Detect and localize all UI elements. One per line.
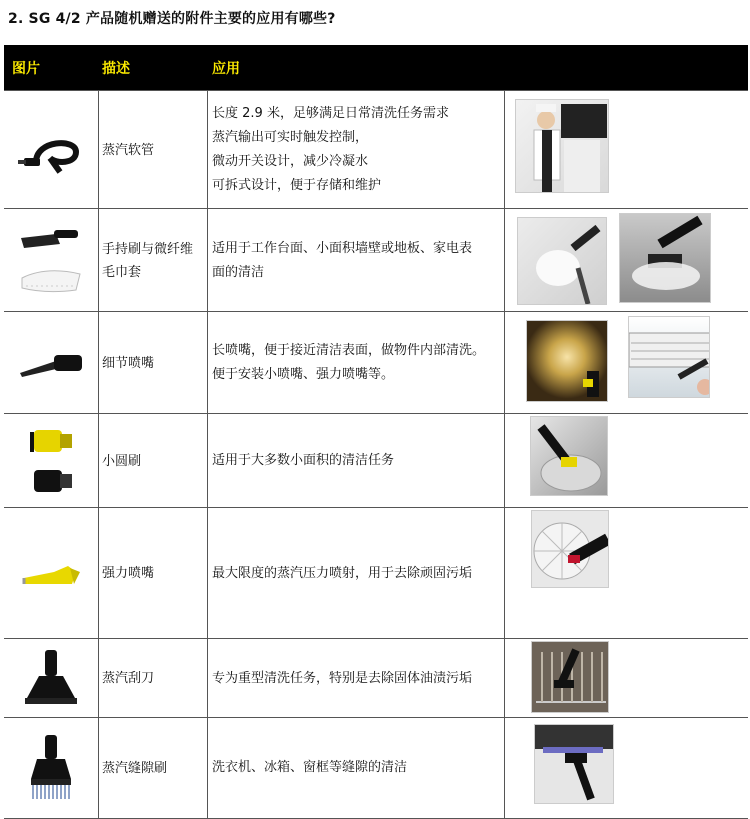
row-application: 专为重型清洗任务，特别是去除固体油渍污垢 — [209, 639, 505, 718]
row-name: 强力喷嘴 — [98, 508, 208, 639]
row-name: 小圆刷 — [98, 414, 208, 508]
application-photo — [530, 416, 608, 496]
application-photo — [531, 641, 609, 713]
row-application: 长喷嘴，便于接近清洁表面，做物件内部清洗。 便于安装小喷嘴、强力喷嘴等。 — [209, 312, 505, 414]
application-photo — [619, 213, 711, 303]
table-row — [4, 507, 748, 639]
row-application: 长度 2.9 米，足够满足日常清洗任务需求 蒸汽输出可实时触发控制， 微动开关设计，减少冷凝水 可拆式设计，便于存储和维护 — [209, 91, 505, 209]
row-application: 最大限度的蒸汽压力喷射，用于去除顽固污垢 — [209, 508, 505, 639]
row-application: 洗衣机、冰箱、窗框等缝隙的清洁 — [209, 718, 505, 818]
row-name: 手持刷与微纤维 毛巾套 — [98, 209, 208, 312]
row-name: 蒸汽缝隙刷 — [98, 718, 208, 818]
steam-scraper-image — [4, 639, 98, 718]
application-photo — [515, 99, 609, 193]
table-row — [4, 208, 748, 312]
row-name: 蒸汽刮刀 — [98, 639, 208, 718]
table-row — [4, 311, 748, 414]
steam-hose-image — [4, 91, 98, 209]
table-row — [4, 90, 748, 209]
row-name: 细节喷嘴 — [98, 312, 208, 414]
hand-brush-image — [4, 209, 98, 312]
round-brush-image — [4, 414, 98, 508]
section-heading: 2. SG 4/2 产品随机赠送的附件主要的应用有哪些? — [8, 11, 336, 27]
application-photo — [517, 217, 607, 305]
detail-nozzle-image — [4, 312, 98, 414]
table-row — [4, 638, 748, 718]
header-image: 图片 — [12, 60, 40, 77]
header-application: 应用 — [212, 60, 240, 77]
application-photo — [534, 724, 614, 804]
table-row — [4, 717, 748, 819]
header-description: 描述 — [102, 60, 130, 77]
row-name: 蒸汽软管 — [98, 91, 208, 209]
power-nozzle-image — [4, 508, 98, 639]
table-row — [4, 413, 748, 508]
accessory-table — [4, 45, 748, 776]
application-photo — [526, 320, 608, 402]
crevice-brush-image — [4, 718, 98, 818]
application-photo — [628, 316, 710, 398]
row-application: 适用于工作台面、小面积墙壁或地板、家电表 面的清洁 — [209, 209, 505, 312]
table-header — [4, 45, 748, 90]
application-photo — [531, 510, 609, 588]
row-application: 适用于大多数小面积的清洁任务 — [209, 414, 505, 508]
